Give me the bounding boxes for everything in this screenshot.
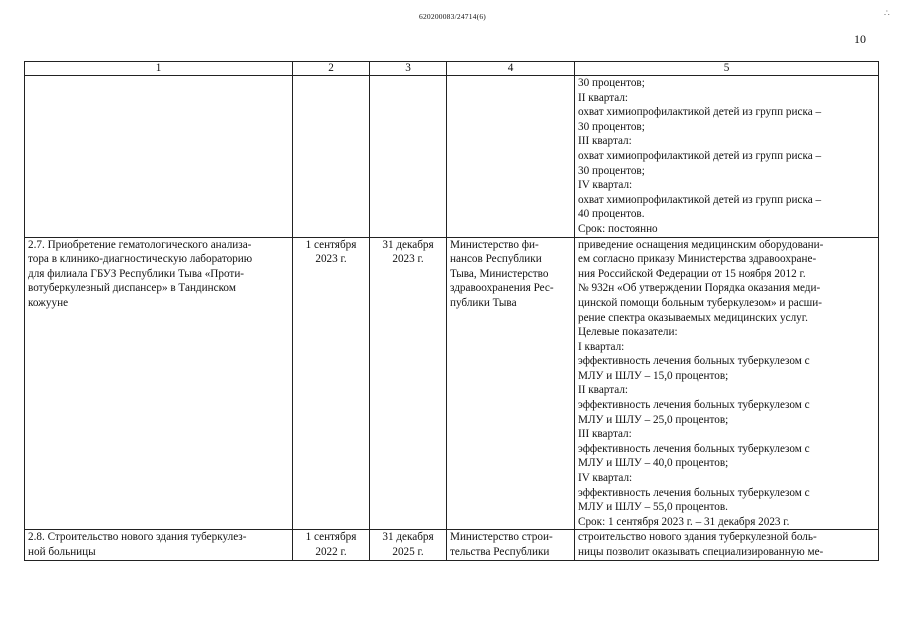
cell-text-line: ем согласно приказу Министерства здравоохране- [578, 253, 817, 266]
cell-text-line: II квартал: [578, 384, 629, 397]
cell-text-line: ной больницы [28, 546, 96, 558]
cell-text-line: приведение оснащения медицинским оборудовани- [578, 238, 824, 251]
table-row [25, 76, 879, 238]
cell-text-line: Министерство строи- [450, 531, 553, 544]
cell-text-line: III квартал: [578, 135, 632, 148]
cell-text-line: МЛУ и ШЛУ – 55,0 процентов. [578, 501, 728, 514]
cell-text-line: Тыва, Министерство [450, 267, 549, 280]
cell-text-line: 30 процентов; [578, 164, 645, 177]
start-date-cell [293, 237, 370, 530]
cell-text-line: тельства Республики [450, 546, 550, 558]
cell-text-line: строительство нового здания туберкулезной боль- [578, 531, 817, 544]
cell-text-line: эффективность лечения больных туберкулезом с [578, 486, 810, 499]
cell-text-line: 2022 г. [315, 546, 347, 558]
page-number: 10 [854, 32, 866, 46]
cell-text-line: Целевые показатели: [578, 326, 678, 339]
end-date-cell [370, 76, 447, 238]
cell-text-line: МЛУ и ШЛУ – 15,0 процентов; [578, 369, 729, 382]
cell-text-line: эффективность лечения больных туберкулезом с [578, 442, 810, 455]
table-row [25, 530, 879, 560]
measure-cell [25, 530, 293, 560]
table-header-row [25, 62, 879, 76]
responsible-cell [447, 76, 575, 238]
cell-text-line: 40 процентов. [578, 208, 645, 221]
cell-text-line: III квартал: [578, 428, 632, 441]
cell-text-line: публики Тыва [450, 296, 517, 309]
column-header-2: 2 [293, 62, 370, 76]
cell-text-line: I квартал: [578, 340, 625, 353]
cell-text-line: для филиала ГБУЗ Республики Тыва «Проти- [28, 267, 245, 280]
cell-text-line: IV квартал: [578, 179, 633, 192]
column-header-5: 5 [575, 62, 879, 76]
responsible-cell [447, 237, 575, 530]
end-date-cell [370, 530, 447, 560]
cell-text-line: рение спектра оказываемых медицинских услуг. [578, 311, 808, 324]
cell-text-line: 2023 г. [315, 253, 347, 266]
measure-cell [25, 237, 293, 530]
cell-text-line: 2.7. Приобретение гематологического анализа- [28, 238, 252, 251]
cell-text-line: IV квартал: [578, 472, 633, 485]
column-header-1: 1 [25, 62, 293, 76]
cell-text-line: ния Российской Федерации от 15 ноября 2012 г. [578, 267, 806, 280]
cell-text-line: 2023 г. [392, 253, 424, 266]
cell-text-line: нансов Республики [450, 253, 542, 266]
cell-text-line: 1 сентября [305, 238, 357, 251]
cell-text-line: 2.8. Строительство нового здания туберкулез- [28, 531, 247, 544]
cell-text-line: охват химиопрофилактикой детей из групп риска – [578, 149, 822, 162]
cell-text-line: охват химиопрофилактикой детей из групп риска – [578, 106, 822, 119]
cell-text-line: охват химиопрофилактикой детей из групп риска – [578, 193, 822, 206]
cell-text-line: Срок: 1 сентября 2023 г. – 31 декабря 2023 г. [578, 515, 790, 528]
cell-text-line: Срок: постоянно [578, 222, 658, 235]
cell-text-line: 31 декабря [382, 238, 434, 251]
cell-text-line: кожууне [28, 296, 69, 309]
cell-text-line: № 932н «Об утверждении Порядка оказания меди- [578, 282, 821, 295]
cell-text-line: 31 декабря [382, 531, 434, 544]
cell-text-line: МЛУ и ШЛУ – 40,0 процентов; [578, 457, 729, 470]
table-body [25, 76, 879, 561]
cell-text-line: 1 сентября [305, 531, 357, 544]
corner-mark: ∴ [884, 8, 890, 18]
responsible-cell [447, 530, 575, 560]
table-row [25, 237, 879, 530]
cell-text-line: Министерство фи- [450, 238, 539, 251]
cell-text-line: эффективность лечения больных туберкулезом с [578, 355, 810, 368]
cell-text-line: здравоохранения Рес- [450, 282, 554, 295]
cell-text-line: II квартал: [578, 91, 629, 104]
column-header-3: 3 [370, 62, 447, 76]
cell-text-line: 30 процентов; [578, 120, 645, 133]
measures-table [24, 61, 879, 561]
result-cell [575, 530, 879, 560]
result-cell [575, 237, 879, 530]
cell-text-line: цинской помощи больным туберкулезом» и расши- [578, 296, 823, 309]
cell-text-line: 30 процентов; [578, 77, 645, 89]
end-date-cell [370, 237, 447, 530]
cell-text-line: вотуберкулезный диспансер» в Тандинском [28, 282, 236, 295]
cell-text-line: МЛУ и ШЛУ – 25,0 процентов; [578, 413, 729, 426]
column-header-4: 4 [447, 62, 575, 76]
cell-text-line: тора в клинико-диагностическую лабораторию [28, 253, 253, 266]
cell-text-line: ницы позволит оказывать специализированную ме- [578, 546, 824, 558]
result-cell [575, 76, 879, 238]
start-date-cell [293, 76, 370, 238]
start-date-cell [293, 530, 370, 560]
measure-cell [25, 76, 293, 238]
cell-text-line: 2025 г. [392, 546, 424, 558]
document-id: 620200083/24714(6) [419, 12, 486, 21]
cell-text-line: эффективность лечения больных туберкулезом с [578, 399, 810, 412]
